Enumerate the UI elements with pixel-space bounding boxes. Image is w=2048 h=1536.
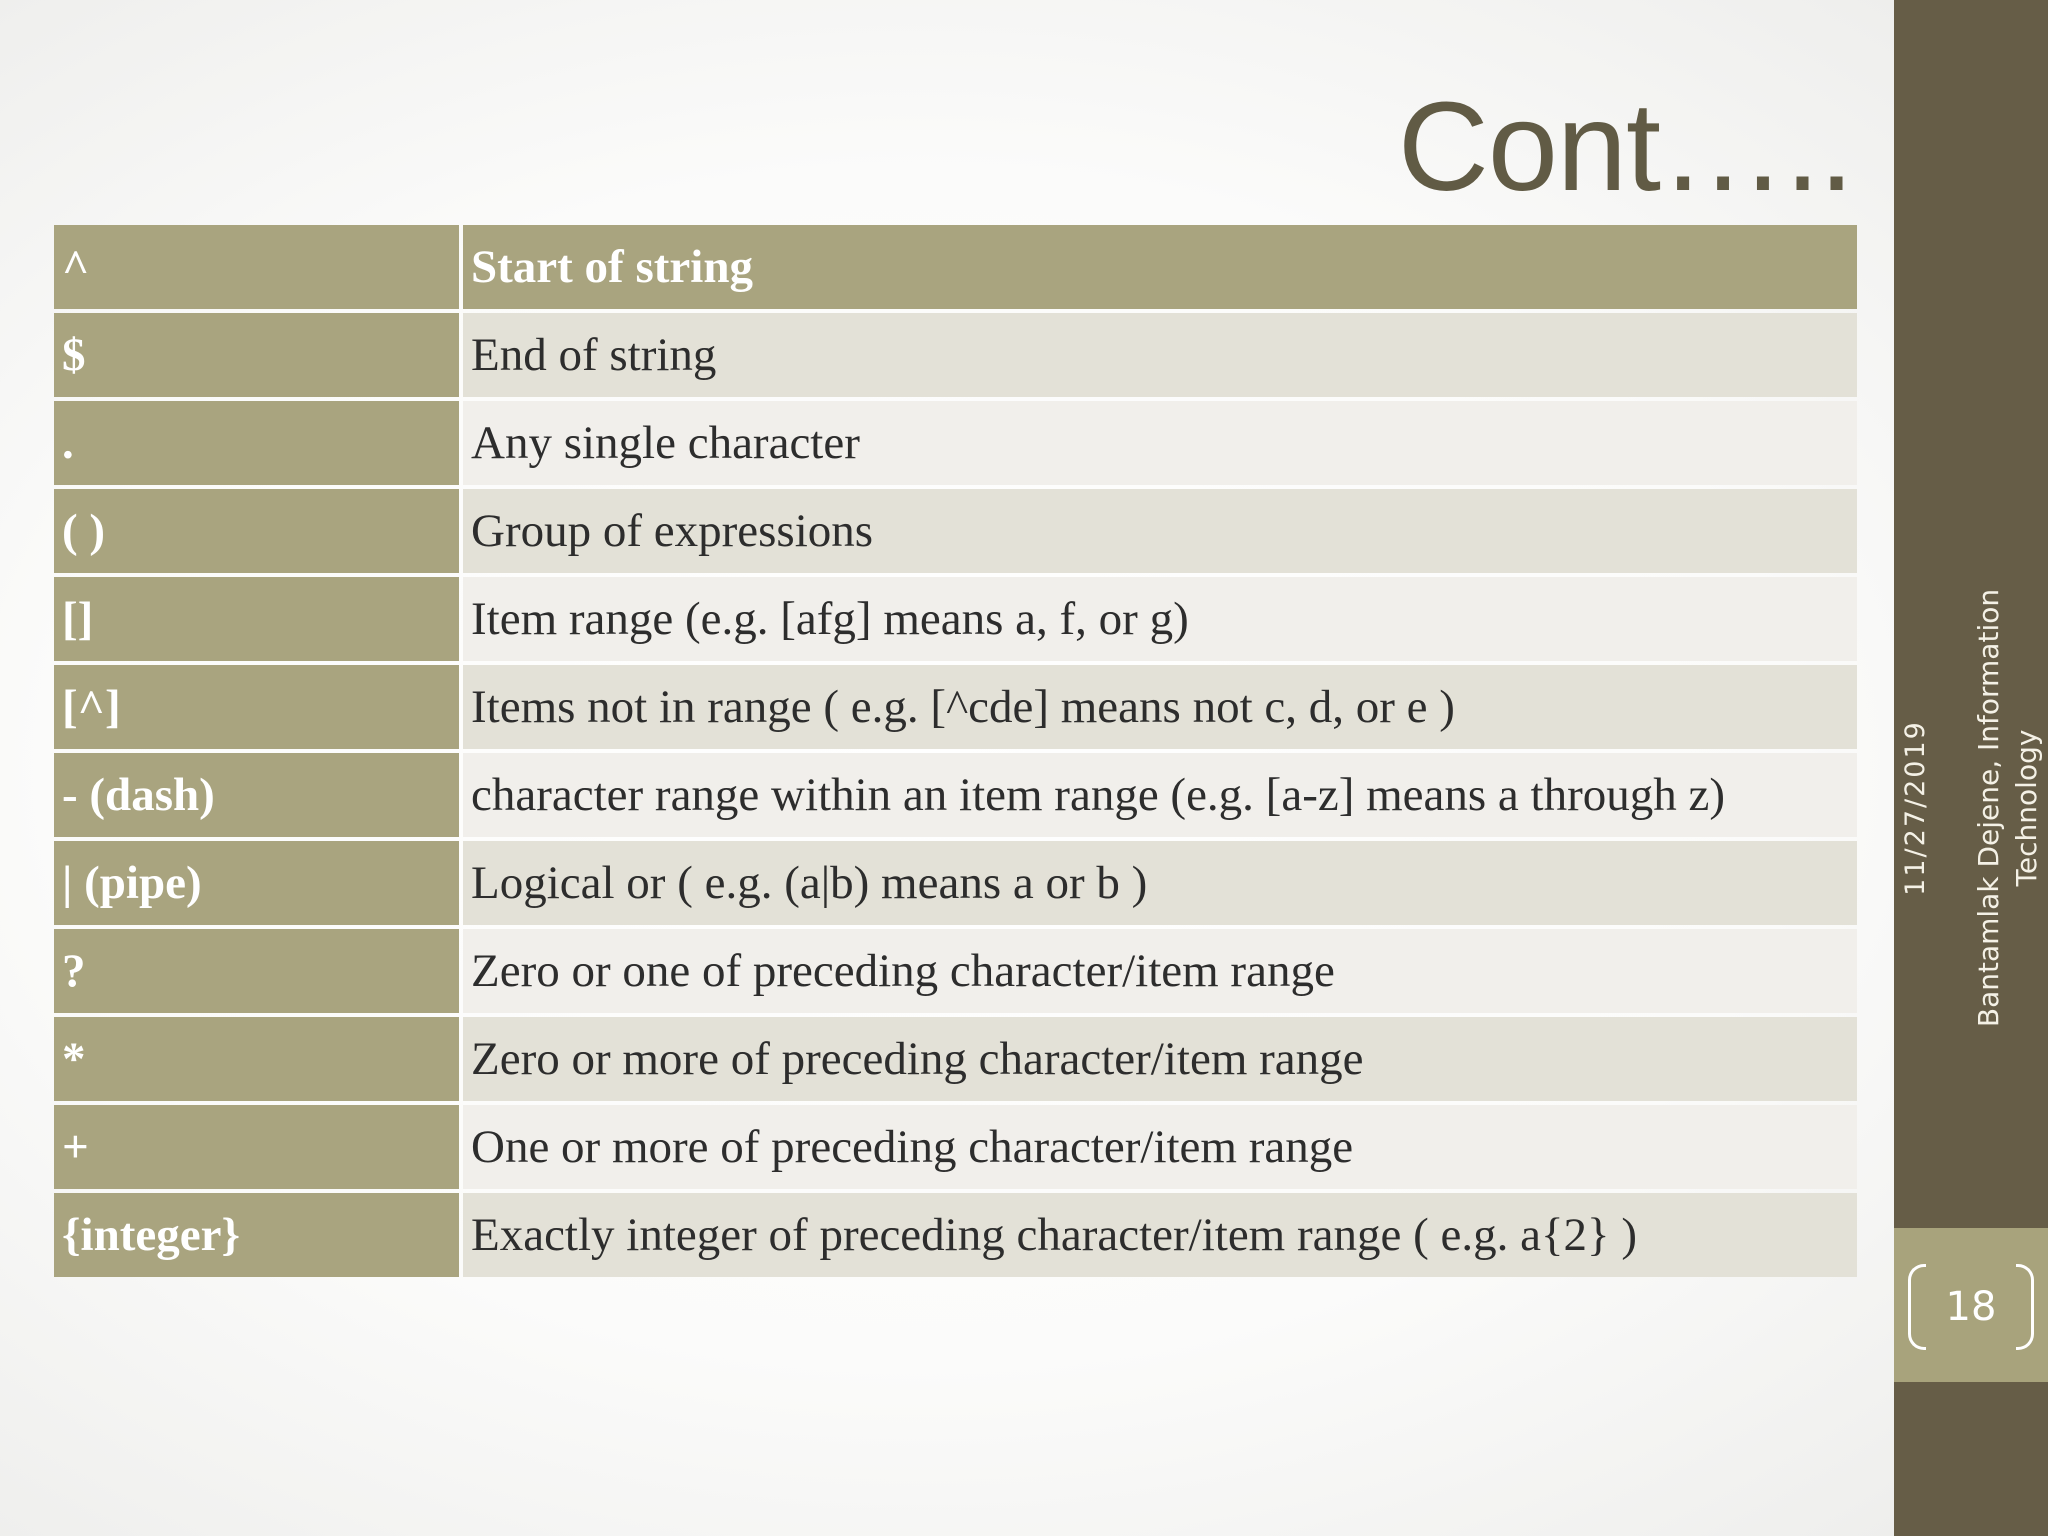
- description-cell: One or more of preceding character/item range: [463, 1105, 1857, 1189]
- table-row: [54, 841, 1857, 925]
- page-number-box: [1894, 1228, 2048, 1382]
- description-cell: End of string: [463, 313, 1857, 397]
- description-cell: Logical or ( e.g. (a|b) means a or b ): [463, 841, 1857, 925]
- symbol-cell: - (dash): [54, 753, 459, 837]
- description-cell: Zero or one of preceding character/item range: [463, 929, 1857, 1013]
- symbol-cell: *: [54, 1017, 459, 1101]
- description-cell: character range within an item range (e.g. [a-z] means a through z): [463, 753, 1857, 837]
- description-cell: Group of expressions: [463, 489, 1857, 573]
- description-cell: Item range (e.g. [afg] means a, f, or g): [463, 577, 1857, 661]
- symbol-cell: +: [54, 1105, 459, 1189]
- table-row: [54, 401, 1857, 485]
- symbol-cell: ?: [54, 929, 459, 1013]
- symbol-cell: .: [54, 401, 459, 485]
- table-row: [54, 1105, 1857, 1189]
- table-row: [54, 1017, 1857, 1101]
- table-row: [54, 577, 1857, 661]
- description-cell: Items not in range ( e.g. [^cde] means not c, d, or e ): [463, 665, 1857, 749]
- symbol-cell: $: [54, 313, 459, 397]
- table-row: [54, 225, 1857, 309]
- symbol-cell: ( ): [54, 489, 459, 573]
- table-row: [54, 313, 1857, 397]
- symbol-cell: []: [54, 577, 459, 661]
- regex-table: [50, 221, 1861, 1281]
- symbol-cell: {integer}: [54, 1193, 459, 1277]
- symbol-cell: [^]: [54, 665, 459, 749]
- symbol-cell: ^: [54, 225, 459, 309]
- sidebar-footer-text: [1896, 458, 2046, 1158]
- description-cell: Zero or more of preceding character/item range: [463, 1017, 1857, 1101]
- table-row: [54, 489, 1857, 573]
- symbol-cell: | (pipe): [54, 841, 459, 925]
- slide-date: 11/27/2019: [1900, 720, 1931, 896]
- table-row: [54, 665, 1857, 749]
- description-cell: Exactly integer of preceding character/item range ( e.g. a{2} ): [463, 1193, 1857, 1277]
- table-row: [54, 1193, 1857, 1277]
- description-cell: Any single character: [463, 401, 1857, 485]
- table-row: [54, 753, 1857, 837]
- table-row: [54, 929, 1857, 1013]
- page-number: 18: [1945, 1284, 1997, 1330]
- slide-author: Bantamlak Dejene, Information Technology: [1972, 588, 2043, 1028]
- slide-title: Cont…..: [1397, 76, 1853, 217]
- description-cell: Start of string: [463, 225, 1857, 309]
